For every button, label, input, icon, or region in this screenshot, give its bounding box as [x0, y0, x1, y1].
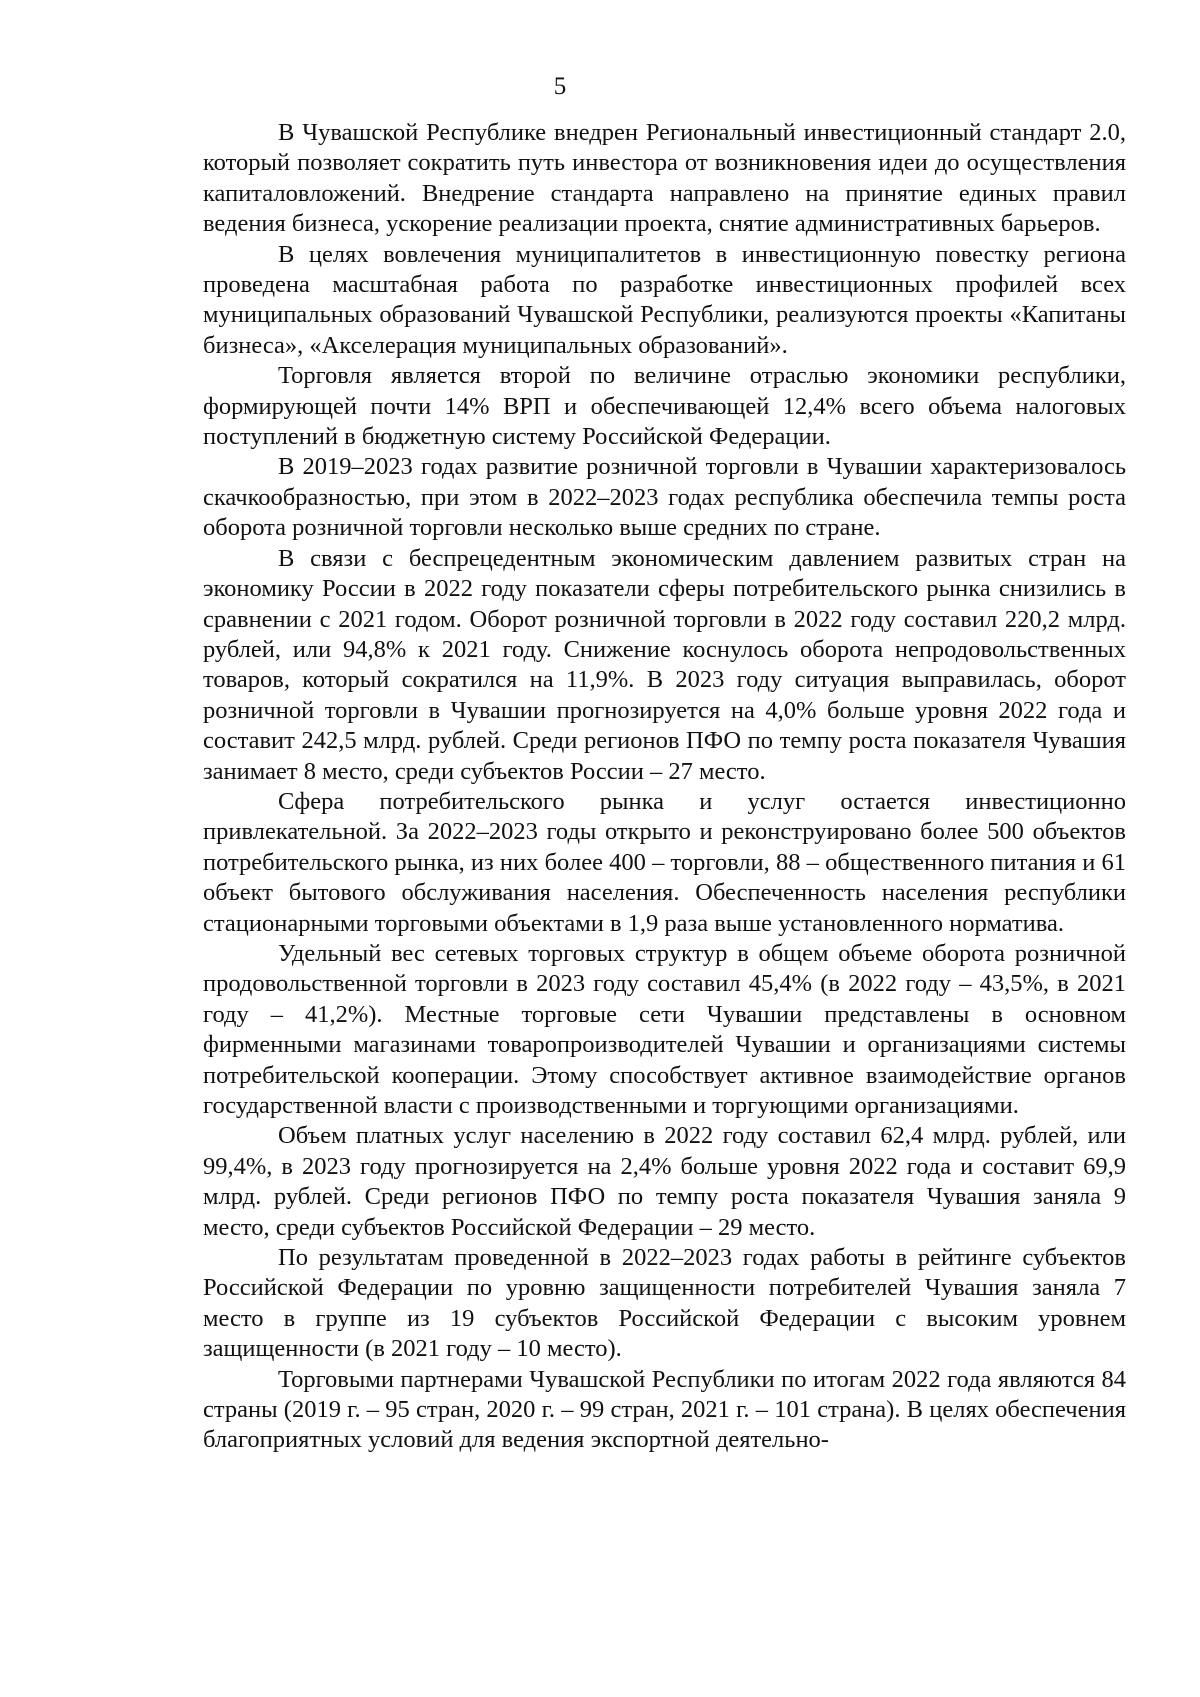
document-body: [203, 118, 1126, 1456]
paragraph-retail-turnover: В связи с беспрецедентным экономическим давлением развитых стран на экономику России в 2022 году показатели сферы потребительского рынка снизились в сравнении с 2021 годом. Оборот розничной торговли в 2022 году составил 220,2 млрд. рублей, или 94,8% к 2021 году. Снижение коснулось оборота непродовольственных товаров, который сократился на 11,9%. В 2023 году ситуация выправилась, оборот розничной торговли в Чувашии прогнозируется на 4,0% больше уровня 2022 года и составит 242,5 млрд. рублей. Среди регионов ПФО по темпу роста показателя Чувашия занимает 8 место, среди субъектов России – 27 место.: [203, 544, 1126, 785]
page-number: 5: [553, 73, 567, 100]
paragraph-retail-dynamics: В 2019–2023 годах развитие розничной торговли в Чувашии характеризовалось скачкообразностью, при этом в 2022–2023 годах республика обеспечила темпы роста оборота розничной торговли несколько выше средних по стране.: [203, 453, 1126, 542]
paragraph-retail-chains: Удельный вес сетевых торговых структур в общем объеме оборота розничной продовольственной торговли в 2023 году составил 45,4% (в 2022 году – 43,5%, в 2021 году – 41,2%). Местные торговые сети Чувашии представлены в основном фирменными магазинами товаропроизводителей Чувашии и организациями системы потребительской кооперации. Этому способствует активное взаимодействие органов государственной власти с производственными и торгующими организациями.: [203, 939, 1126, 1119]
paragraph-trade-partners: Торговыми партнерами Чувашской Республики по итогам 2022 года являются 84 страны (2019 г. – 95 стран, 2020 г. – 99 стран, 2021 г. – 101 страна). В целях обеспечения благоприятных условий для ведения экспортной деятельно-: [203, 1365, 1126, 1454]
paragraph-municipal-profiles: В целях вовлечения муниципалитетов в инвестиционную повестку региона проведена масштабная работа по разработке инвестиционных профилей всех муниципальных образований Чувашской Республики, реализуются проекты «Капитаны бизнеса», «Акселерация муниципальных образований».: [203, 240, 1126, 359]
paragraph-investment-standard: В Чувашской Республике внедрен Региональный инвестиционный стандарт 2.0, который позволяет сократить путь инвестора от возникновения идеи до осуществления капиталовложений. Внедрение стандарта направлено на принятие единых правил ведения бизнеса, ускорение реализации проекта, снятие административных барьеров.: [203, 119, 1126, 238]
paragraph-trade-share: Торговля является второй по величине отраслью экономики республики, формирующей почти 14% ВРП и обеспечивающей 12,4% всего объема налоговых поступлений в бюджетную систему Российской Федерации.: [203, 362, 1126, 451]
paragraph-paid-services: Объем платных услуг населению в 2022 году составил 62,4 млрд. рублей, или 99,4%, в 2023 году прогнозируется на 2,4% больше уровня 2022 года и составит 69,9 млрд. рублей. Среди регионов ПФО по темпу роста показателя Чувашия заняла 9 место, среди субъектов Российской Федерации – 29 место.: [203, 1122, 1126, 1241]
paragraph-consumer-protection-rating: По результатам проведенной в 2022–2023 годах работы в рейтинге субъектов Российской Федерации по уровню защищенности потребителей Чувашия заняла 7 место в группе из 19 субъектов Российской Федерации с высоким уровнем защищенности (в 2021 году – 10 место).: [203, 1244, 1126, 1363]
paragraph-consumer-market-objects: Сфера потребительского рынка и услуг остается инвестиционно привлекательной. За 2022–2023 годы открыто и реконструировано более 500 объектов потребительского рынка, из них более 400 – торговли, 88 – общественного питания и 61 объект бытового обслуживания населения. Обеспеченность населения республики стационарными торговыми объектами в 1,9 раза выше установленного норматива.: [203, 787, 1126, 937]
